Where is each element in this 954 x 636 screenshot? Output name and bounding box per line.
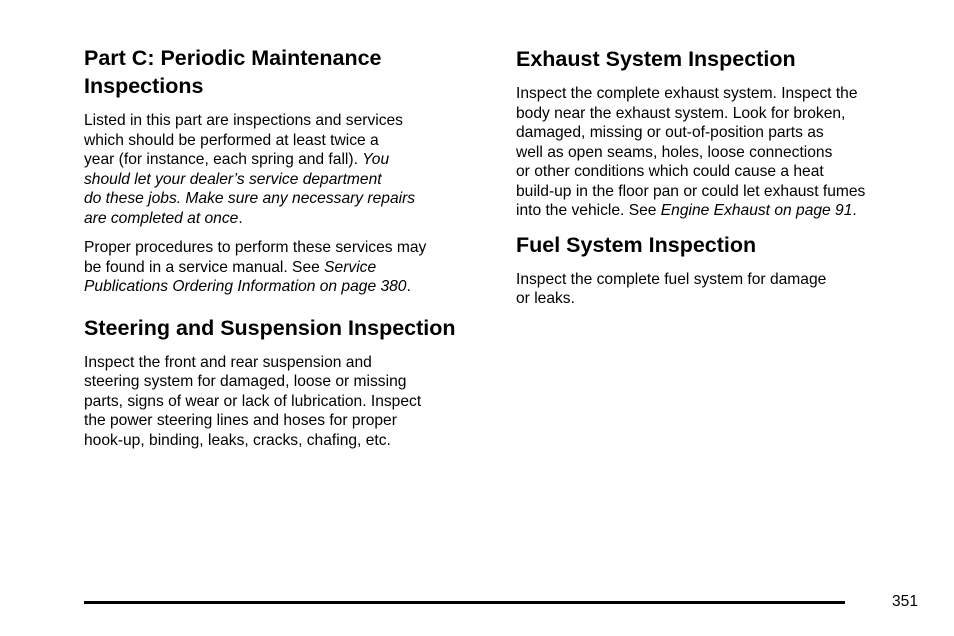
exhaust-paragraph: Inspect the complete exhaust system. Inspect the body near the exhaust system. Look for broken, damaged, missing or out-of-position parts as well as open seams, holes, loose connections or other conditions which could cause a heat build-up in the floor pan or could let exhaust fumes into the vehicle. See Engine Exhaust on page 91.	[516, 85, 866, 219]
fuel-heading: Fuel System Inspection	[516, 232, 757, 257]
left-column	[84, 44, 484, 460]
procedures-paragraph: Proper procedures to perform these services may be found in a service manual. See Service Publications Ordering Information on page 380.	[84, 239, 427, 295]
right-column	[516, 44, 926, 319]
steering-heading: Steering and Suspension Inspection	[84, 315, 456, 340]
intro-paragraph: Listed in this part are inspections and services which should be performed at least twice a year (for instance, each spring and fall). You should let your dealer’s service department do these jobs. Make sure any necessary repairs are completed at once.	[84, 112, 416, 227]
fuel-paragraph: Inspect the complete fuel system for damage or leaks.	[516, 270, 827, 307]
part-c-heading: Part C: Periodic Maintenance Inspections	[84, 46, 382, 98]
footer-rule	[84, 601, 845, 604]
page-number: 351	[891, 593, 918, 610]
steering-paragraph: Inspect the front and rear suspension and steering system for damaged, loose or missing parts, signs of wear or lack of lubrication. Inspect the power steering lines and hoses for proper hook-up, binding, leaks, cracks, chafing, etc.	[84, 353, 422, 449]
exhaust-heading: Exhaust System Inspection	[516, 47, 796, 71]
